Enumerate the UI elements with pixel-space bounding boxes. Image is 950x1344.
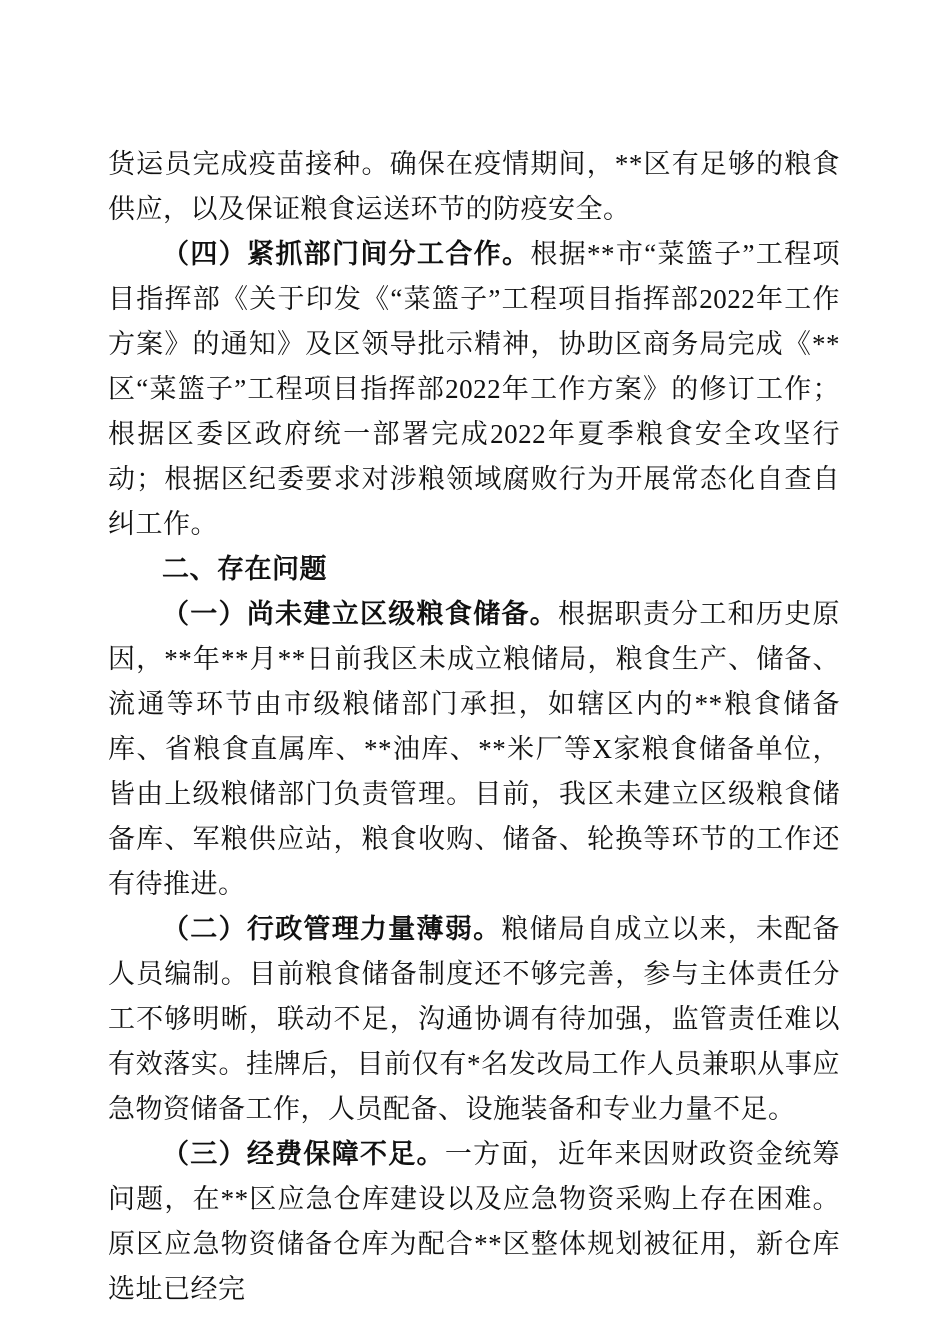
paragraph-text: 货运员完成疫苗接种。确保在疫情期间，**区有足够的粮食供应，以及保证粮食运送环节的防疫安全。 (108, 149, 840, 224)
paragraph-text: 粮储局自成立以来，未配备人员编制。目前粮食储备制度还不够完善，参与主体责任分工不够明晰，联动不足，沟通协调有待加强，监管责任难以有效落实。挂牌后，目前仅有*名发改局工作人员兼职从事应急物资储备工作，人员配备、设施装备和专业力量不足。 (108, 914, 841, 1124)
paragraph (108, 907, 840, 1132)
document-body (108, 142, 840, 1312)
paragraph-lead: （二）行政管理力量薄弱。 (162, 914, 502, 944)
paragraph (108, 1132, 840, 1312)
paragraph-lead: （四）紧抓部门间分工合作。 (162, 239, 531, 269)
paragraph-continuation (108, 142, 840, 232)
paragraph-text: 根据**市“菜篮子”工程项目指挥部《关于印发《“菜篮子”工程项目指挥部2022年工作方案》的通知》及区领导批示精神，协助区商务局完成《**区“菜篮子”工程项目指挥部2022年工作方案》的修订工作；根据区委区政府统一部署完成2022年夏季粮食安全攻坚行动；根据区纪委要求对涉粮领域腐败行为开展常态化自查自纠工作。 (108, 239, 841, 539)
paragraph-text: 根据职责分工和历史原因，**年**月**日前我区未成立粮储局，粮食生产、储备、流通等环节由市级粮储部门承担，如辖区内的**粮食储备库、省粮食直属库、**油库、**米厂等X家粮食储备单位，皆由上级粮储部门负责管理。目前，我区未建立区级粮食储备库、军粮供应站，粮食收购、储备、轮换等环节的工作还有待推进。 (108, 599, 841, 899)
paragraph (108, 232, 840, 547)
paragraph-text: 一方面，近年来因财政资金统筹问题，在**区应急仓库建设以及应急物资采购上存在困难。原区应急物资储备仓库为配合**区整体规划被征用，新仓库选址已经完 (108, 1139, 841, 1304)
paragraph (108, 592, 840, 907)
paragraph-lead: （一）尚未建立区级粮食储备。 (162, 599, 558, 629)
paragraph-lead: （三）经费保障不足。 (162, 1139, 445, 1169)
section-heading: 二、存在问题 (162, 554, 327, 584)
